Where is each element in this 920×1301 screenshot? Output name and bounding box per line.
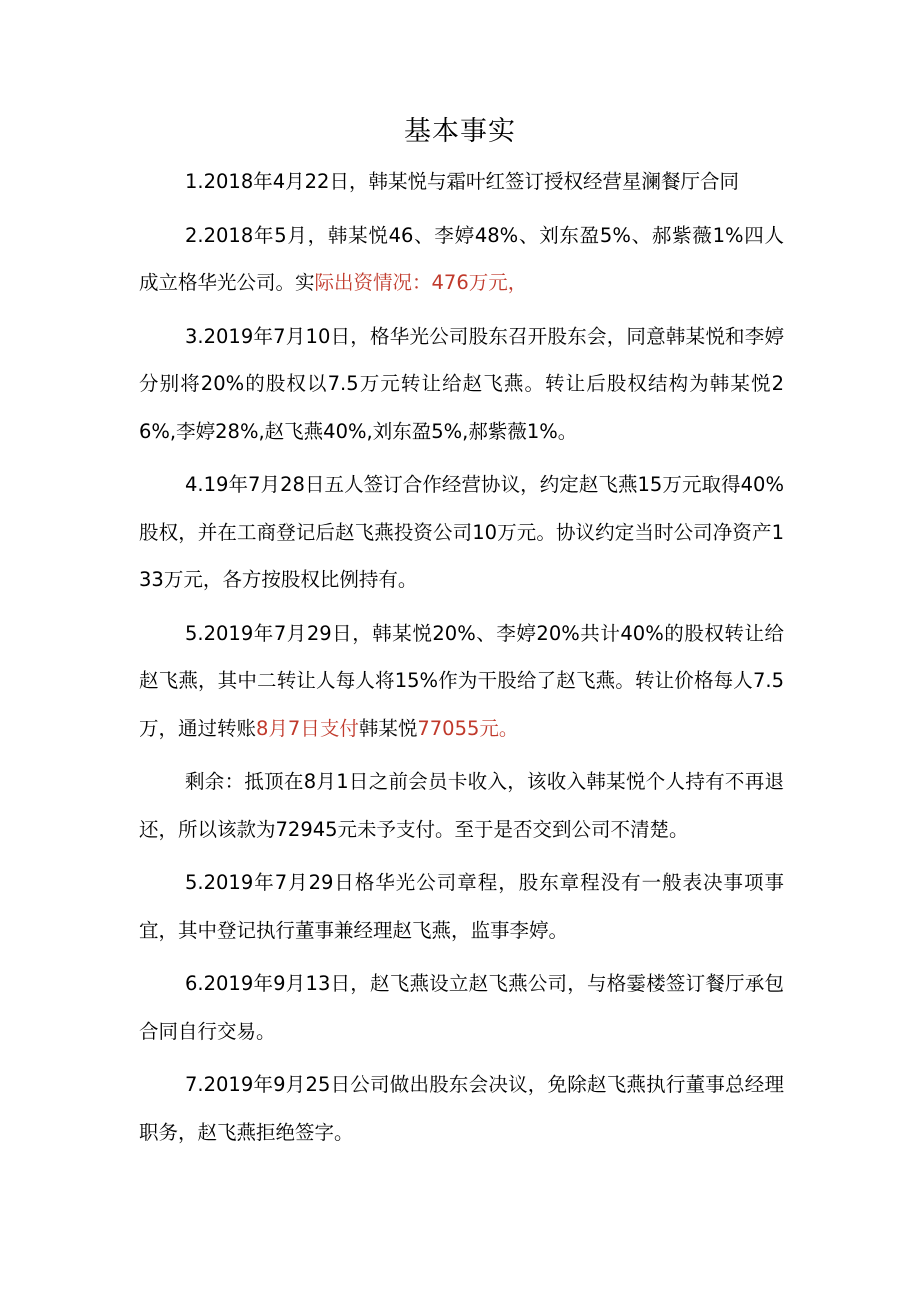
- highlighted-text: 77055元。: [417, 716, 519, 740]
- paragraph-text: 韩某悦: [358, 716, 418, 740]
- paragraph: [139, 960, 784, 1055]
- paragraph-text: 5.2019年7月29日格华光公司章程，股东章程没有一般表决事项事宜，其中登记执行董事兼经理赵飞燕，监事李婷。: [139, 871, 784, 942]
- highlighted-text: 际出资情况：476万元，: [314, 271, 528, 294]
- paragraph: [139, 212, 784, 307]
- paragraph-text: 4.19年7月28日五人签订合作经营协议，约定赵飞燕15万元取得40%股权，并在工商登记后赵飞燕投资公司10万元。协议约定当时公司净资产133万元，各方按股权比例持有。: [139, 473, 784, 591]
- paragraph: [139, 313, 784, 456]
- paragraph: [139, 158, 784, 206]
- document-title: 基本事实: [404, 116, 516, 147]
- paragraph-text: 1.2018年4月22日，韩某悦与霜叶红签订授权经营星澜餐厅合同: [185, 170, 739, 193]
- paragraph-text: 剩余：抵顶在8月1日之前会员卡收入，该收入韩某悦个人持有不再退还，所以该款为72945元未予支付。至于是否交到公司不清楚。: [139, 770, 784, 841]
- paragraph: [139, 610, 784, 753]
- paragraph-text: 3.2019年7月10日，格华光公司股东召开股东会，同意韩某悦和李婷分别将20%的股权以7.5万元转让给赵飞燕。转让后股权结构为韩某悦26%,李婷28%,赵飞燕40%,刘东盈5%,郝紫薇1%。: [139, 324, 784, 443]
- document-body: [139, 158, 784, 1162]
- paragraph: [139, 758, 784, 853]
- paragraph-text: 7.2019年9月25日公司做出股东会决议，免除赵飞燕执行董事总经理职务，赵飞燕拒绝签字。: [139, 1073, 784, 1144]
- paragraph-text: 2.2018年5月，韩某悦46、李婷48%、刘东盈5%、郝紫薇1%四人成立格华光公司。实: [139, 223, 784, 294]
- paragraph: [139, 859, 784, 954]
- paragraph: [139, 1061, 784, 1156]
- paragraph-text: 5.2019年7月29日，韩某悦20%、李婷20%共计40%的股权转让给赵飞燕，其中二转让人每人将15%作为干股给了赵飞燕。转让价格每人7.5万，通过转账: [139, 621, 784, 740]
- highlighted-text: 8月7日支付: [256, 716, 359, 740]
- paragraph: [139, 461, 784, 604]
- paragraph-text: 6.2019年9月13日，赵飞燕设立赵飞燕公司，与格霎楼签订餐厅承包合同自行交易。: [139, 972, 784, 1043]
